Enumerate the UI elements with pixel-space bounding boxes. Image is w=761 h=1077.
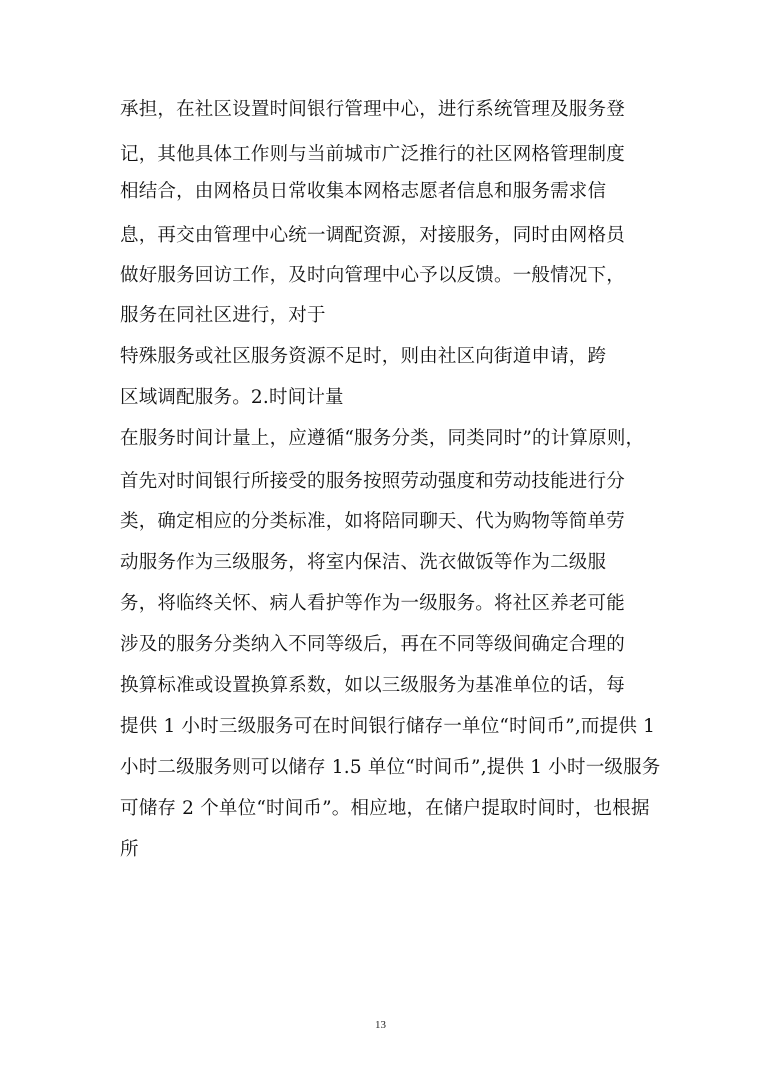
paragraph-line: 在服务时间计量上，应遵循“服务分类，同类同时”的计算原则，: [120, 428, 645, 449]
paragraph-line: 类，确定相应的分类标准，如将陪同聊天、代为购物等简单劳: [120, 511, 625, 532]
paragraph-line: 息，再交由管理中心统一调配资源，对接服务，同时由网格员: [120, 225, 625, 246]
paragraph-line: 首先对时间银行所接受的服务按照劳动强度和劳动技能进行分: [120, 471, 625, 492]
paragraph-line: 记，其他具体工作则与当前城市广泛推行的社区网格管理制度: [120, 144, 625, 165]
paragraph-line: 换算标准或设置换算系数，如以三级服务为基准单位的话，每: [120, 675, 625, 696]
paragraph-line: 特殊服务或社区服务资源不足时，则由社区向街道申请，跨: [120, 346, 607, 367]
paragraph-line: 所: [120, 839, 139, 860]
paragraph-line: 涉及的服务分类纳入不同等级后，再在不同等级间确定合理的: [120, 634, 625, 655]
paragraph-line: 提供 1 小时三级服务可在时间银行储存一单位“时间币”,而提供 1: [120, 716, 656, 737]
paragraph-line: 承担，在社区设置时间银行管理中心，进行系统管理及服务登: [120, 99, 625, 120]
paragraph-line: 做好服务回访工作，及时向管理中心予以反馈。一般情况下，: [120, 265, 625, 286]
paragraph-line: 区域调配服务。2.时间计量: [120, 387, 344, 408]
paragraph-line: 服务在同社区进行，对于: [120, 305, 326, 326]
paragraph-line: 可储存 2 个单位“时间币”。相应地，在储户提取时间时，也根据: [120, 798, 650, 819]
paragraph-line: 动服务作为三级服务，将室内保洁、洗衣做饭等作为二级服: [120, 552, 607, 573]
paragraph-line: 小时二级服务则可以储存 1.5 单位“时间币”,提供 1 小时一级服务: [120, 757, 661, 778]
paragraph-line: 相结合，由网格员日常收集本网格志愿者信息和服务需求信: [120, 181, 607, 202]
page-number: 13: [375, 1019, 386, 1031]
paragraph-line: 务，将临终关怀、病人看护等作为一级服务。将社区养老可能: [120, 593, 625, 614]
